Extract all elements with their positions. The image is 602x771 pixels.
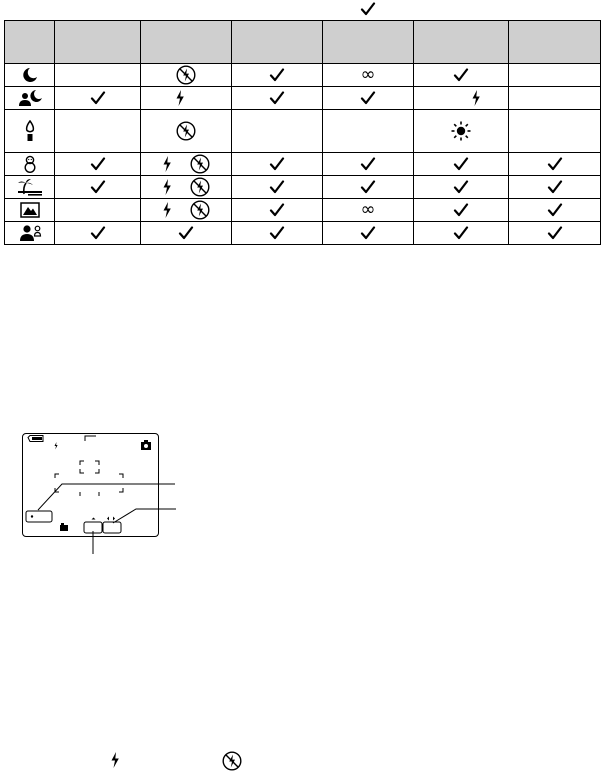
check-mark-icon [360,157,376,171]
bottom-indicator-box-right [103,522,121,533]
table-cell [323,176,414,199]
table-cell [509,176,601,199]
check-mark-icon [90,91,106,105]
table-cell [509,87,601,110]
check-mark-icon [547,180,563,194]
table-cell [55,222,141,245]
table-row [5,222,601,245]
flash-off-icon [190,200,210,220]
table-cell [55,110,141,153]
scene-icon-cell [5,64,55,87]
table-cell [232,64,323,87]
flash-indicator-icon [55,442,58,450]
left-indicator-box [26,511,52,522]
table-cell [509,110,601,153]
table-cell [55,87,141,110]
table-cell [141,64,232,87]
check-mark-icon [269,157,285,171]
battery-icon [28,436,43,442]
landscape-icon [20,202,40,218]
check-mark-icon [178,226,194,240]
table-cell [414,64,509,87]
table-cell [55,199,141,222]
table-cell [141,87,232,110]
check-mark-icon [453,226,469,240]
table-cell [414,87,509,110]
soft-snap-icon [18,224,42,242]
flash-icon [110,752,120,768]
table-cell [55,176,141,199]
table-row [5,87,601,110]
table-cell [509,199,601,222]
table-cell [55,64,141,87]
check-mark-icon [547,203,563,217]
table-cell [232,199,323,222]
table-cell [323,87,414,110]
snow-icon [22,155,38,173]
check-mark-icon [360,91,376,105]
table-header-cell [5,21,55,64]
table-cell [323,153,414,176]
camera-mode-icon [141,440,151,450]
flash-icon [162,179,172,195]
table-row [5,153,601,176]
check-mark-icon [360,2,376,16]
lcd-screen-diagram [22,433,159,537]
table-header-cell [55,21,141,64]
af-range-finder-frame [80,461,99,473]
twilight-portrait-icon [17,89,43,107]
check-mark-icon [547,157,563,171]
table-cell [509,153,601,176]
table-cell [232,110,323,153]
outer-frame-brackets [55,474,123,492]
table-cell [414,176,509,199]
table-cell [414,199,509,222]
bottom-indicator-box-left [84,522,102,533]
check-mark-icon [269,91,285,105]
check-mark-icon [453,180,469,194]
table-cell [232,153,323,176]
table-cell [323,199,414,222]
check-mark-icon [269,180,285,194]
table-cell [323,110,414,153]
check-mark-icon [453,68,469,82]
check-mark-icon [453,203,469,217]
check-mark-icon [269,203,285,217]
flash-icon [471,90,481,106]
table-header-cell [414,21,509,64]
table-header-cell [323,21,414,64]
check-mark-icon [360,180,376,194]
table-cell [55,153,141,176]
flash-off-icon [176,65,196,85]
table-cell [141,153,232,176]
table-row [5,64,601,87]
twilight-moon-icon [21,66,39,84]
scene-icon-cell [5,87,55,110]
table-cell [509,64,601,87]
table-cell [141,222,232,245]
check-mark-icon [90,157,106,171]
table-cell [414,222,509,245]
flash-off-icon [190,154,210,174]
candle-icon [24,120,36,142]
flash-off-icon [190,177,210,197]
af-lower-brackets [80,492,99,496]
scene-icon-cell [5,222,55,245]
flash-icon [162,202,172,218]
beach-icon [17,178,43,196]
scene-icon-cell [5,153,55,176]
check-mark-icon [269,226,285,240]
top-frame-bracket [85,436,96,441]
table-header-cell [141,21,232,64]
table-cell [414,110,509,153]
table-cell [232,176,323,199]
scene-indicator-icon [60,523,68,531]
check-mark-icon [90,226,106,240]
table-header-cell [509,21,601,64]
table-cell [141,176,232,199]
table-row [5,176,601,199]
flash-off-icon [176,121,196,141]
table-cell [414,153,509,176]
scene-icon-cell [5,176,55,199]
scene-icon-cell [5,110,55,153]
lcd-screen-contents [23,434,157,535]
scene-setting-table [4,20,601,245]
check-mark-icon [269,68,285,82]
flash-off-icon [222,751,242,771]
table-cell [232,87,323,110]
table-row [5,110,601,153]
table-cell [141,110,232,153]
table-cell [141,199,232,222]
table-row [5,199,601,222]
table-header-cell [232,21,323,64]
scene-icon-cell [5,199,55,222]
table-cell [323,64,414,87]
infinity-text: ∞ [360,63,376,85]
table-cell [323,222,414,245]
infinity-text: ∞ [360,198,376,220]
table-cell [509,222,601,245]
flash-icon [162,156,172,172]
table-cell [232,222,323,245]
check-mark-icon [360,226,376,240]
check-mark-icon [453,157,469,171]
table-header-row [5,21,601,64]
check-mark-icon [547,226,563,240]
flash-icon [175,90,185,106]
check-mark-icon [90,180,106,194]
daylight-sun-icon [451,121,471,141]
